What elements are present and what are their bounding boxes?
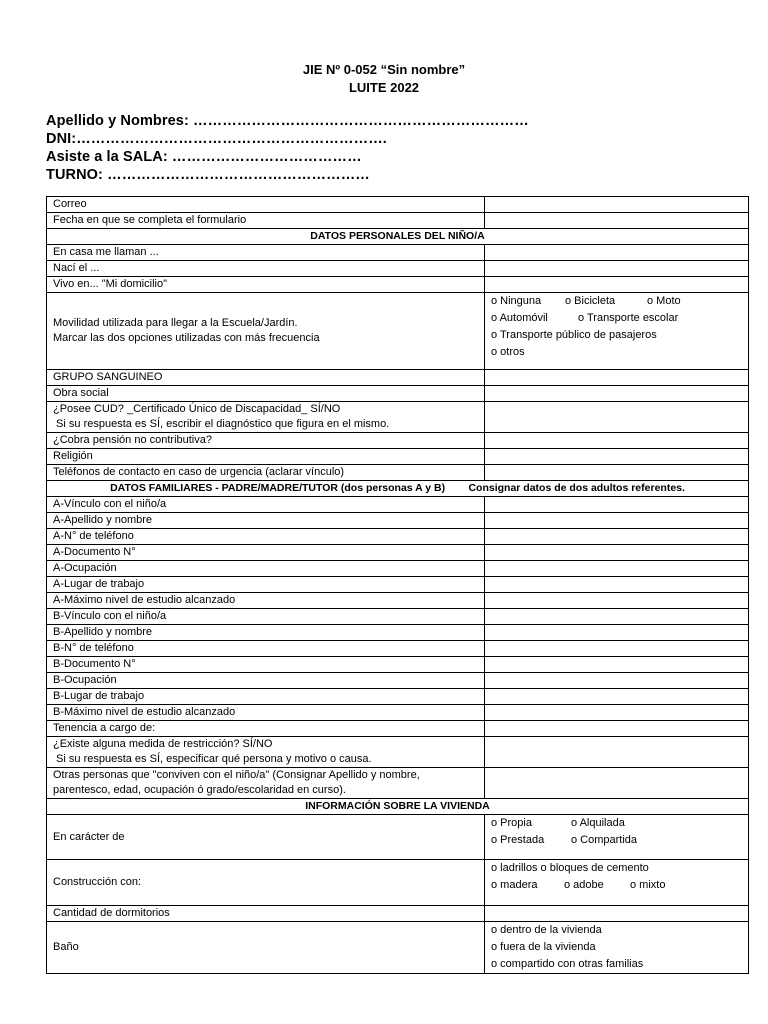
option-row	[491, 877, 742, 894]
table-row	[47, 529, 749, 545]
row-label: ¿Cobra pensión no contributiva?	[47, 433, 485, 449]
table-row	[47, 906, 749, 922]
table-row	[47, 625, 749, 641]
bano-options	[485, 922, 749, 974]
row-label: A-Documento N°	[47, 545, 485, 561]
option-adobe[interactable]: o adobe	[564, 879, 604, 891]
table-row	[47, 673, 749, 689]
row-label-cud	[47, 402, 485, 433]
option-mixto[interactable]: o mixto	[630, 879, 666, 891]
answer-cell[interactable]	[485, 497, 749, 513]
row-label: B-Apellido y nombre	[47, 625, 485, 641]
table-row	[47, 245, 749, 261]
table-row	[47, 293, 749, 370]
option-row	[491, 293, 742, 310]
answer-cell[interactable]	[485, 529, 749, 545]
cud-line-1: ¿Posee CUD? _Certificado Único de Discapacidad_ SÍ/NO	[53, 403, 341, 415]
construccion-options	[485, 860, 749, 906]
table-row	[47, 277, 749, 293]
field-dni[interactable]: DNI:……………………………………………………….	[46, 131, 387, 147]
table-row	[47, 561, 749, 577]
option-row	[491, 815, 742, 832]
table-row	[47, 213, 749, 229]
row-label: B-Máximo nivel de estudio alcanzado	[47, 705, 485, 721]
row-label-restriccion	[47, 737, 485, 768]
section-header	[47, 229, 749, 245]
option-fuera[interactable]: o fuera de la vivienda	[491, 941, 596, 953]
movilidad-options	[485, 293, 749, 370]
option-prestada[interactable]: o Prestada	[491, 834, 545, 846]
answer-cell[interactable]	[485, 906, 749, 922]
answer-cell[interactable]	[485, 449, 749, 465]
table-row	[47, 689, 749, 705]
answer-cell[interactable]	[485, 513, 749, 529]
option-alquilada[interactable]: o Alquilada	[571, 817, 625, 829]
row-label: Vivo en... "Mi domicilio"	[47, 277, 485, 293]
row-label: B-Ocupación	[47, 673, 485, 689]
row-label: Cantidad de dormitorios	[47, 906, 485, 922]
table-row	[47, 593, 749, 609]
answer-cell[interactable]	[485, 465, 749, 481]
row-label: B-Vínculo con el niño/a	[47, 609, 485, 625]
section-header	[47, 799, 749, 815]
row-label: B-Lugar de trabajo	[47, 689, 485, 705]
option-row	[491, 310, 742, 327]
answer-cell[interactable]	[485, 577, 749, 593]
section-title: DATOS FAMILIARES - PADRE/MADRE/TUTOR (dos personas A y B) Consignar datos de dos adultos referentes.	[47, 481, 749, 497]
answer-cell[interactable]	[485, 609, 749, 625]
option-row	[491, 832, 742, 849]
answer-cell[interactable]	[485, 593, 749, 609]
answer-cell[interactable]	[485, 277, 749, 293]
row-label: A-Ocupación	[47, 561, 485, 577]
row-label: A-Máximo nivel de estudio alcanzado	[47, 593, 485, 609]
field-turno[interactable]: TURNO: ………………………………………………	[46, 167, 370, 183]
row-label: Correo	[47, 197, 485, 213]
answer-cell[interactable]	[485, 641, 749, 657]
table-row	[47, 860, 749, 906]
table-row	[47, 815, 749, 860]
answer-cell[interactable]	[485, 545, 749, 561]
answer-cell[interactable]	[485, 561, 749, 577]
table-row	[47, 197, 749, 213]
option-dentro[interactable]: o dentro de la vivienda	[491, 924, 602, 936]
restriccion-line-2: Si su respuesta es SÍ, especificar qué persona y motivo o causa.	[53, 753, 372, 765]
row-label-otras-personas	[47, 768, 485, 799]
option-bicicleta[interactable]: o Bicicleta	[565, 295, 616, 307]
answer-cell[interactable]	[485, 213, 749, 229]
movilidad-line-2: Marcar las dos opciones utilizadas con más frecuencia	[53, 332, 320, 344]
answer-cell[interactable]	[485, 402, 749, 433]
movilidad-line-1: Movilidad utilizada para llegar a la Escuela/Jardín.	[53, 317, 298, 329]
form-table	[46, 196, 749, 974]
answer-cell[interactable]	[485, 625, 749, 641]
row-label: B-Documento N°	[47, 657, 485, 673]
option-propia[interactable]: o Propia	[491, 817, 532, 829]
table-row	[47, 433, 749, 449]
answer-cell[interactable]	[485, 721, 749, 737]
answer-cell[interactable]	[485, 197, 749, 213]
table-row	[47, 402, 749, 433]
otras-line-2: parentesco, edad, ocupación ó grado/escolaridad en curso).	[53, 784, 346, 796]
row-label: Religión	[47, 449, 485, 465]
table-row	[47, 497, 749, 513]
form-year: LUITE 2022	[348, 80, 420, 95]
table-row	[47, 370, 749, 386]
answer-cell[interactable]	[485, 689, 749, 705]
row-label: Tenencia a cargo de:	[47, 721, 485, 737]
answer-cell[interactable]	[485, 261, 749, 277]
otras-line-1: Otras personas que "conviven con el niño/a" (Consignar Apellido y nombre,	[53, 769, 420, 781]
table-row	[47, 657, 749, 673]
row-label: A-Lugar de trabajo	[47, 577, 485, 593]
table-row	[47, 768, 749, 799]
section-title: INFORMACIÓN SOBRE LA VIVIENDA	[47, 799, 749, 815]
row-label: A-Vínculo con el niño/a	[47, 497, 485, 513]
row-label: A-Apellido y nombre	[47, 513, 485, 529]
table-row	[47, 261, 749, 277]
table-row	[47, 922, 749, 974]
table-row	[47, 449, 749, 465]
option-transporte-escolar[interactable]: o Transporte escolar	[578, 312, 679, 324]
option-ladrillos[interactable]: o ladrillos o bloques de cemento	[491, 862, 649, 874]
row-label: Nací el ...	[47, 261, 485, 277]
row-label: Obra social	[47, 386, 485, 402]
row-label: Baño	[47, 922, 485, 974]
table-row	[47, 545, 749, 561]
cud-line-2: Si su respuesta es SÍ, escribir el diagnóstico que figura en el mismo.	[53, 418, 390, 430]
option-compartida[interactable]: o Compartida	[571, 834, 638, 846]
row-label: Teléfonos de contacto en caso de urgencia (aclarar vínculo)	[47, 465, 485, 481]
row-label: B-N° de teléfono	[47, 641, 485, 657]
answer-cell[interactable]	[485, 673, 749, 689]
option-moto[interactable]: o Moto	[647, 295, 681, 307]
table-row	[47, 465, 749, 481]
row-label: A-N° de teléfono	[47, 529, 485, 545]
answer-cell[interactable]	[485, 370, 749, 386]
caracter-options	[485, 815, 749, 860]
school-title: JIE Nº 0-052 “Sin nombre”	[302, 62, 466, 77]
option-compartido[interactable]: o compartido con otras familias	[491, 958, 644, 970]
table-row	[47, 386, 749, 402]
row-label: En carácter de	[47, 815, 485, 860]
row-label-movilidad	[47, 293, 485, 370]
row-label: GRUPO SANGUINEO	[47, 370, 485, 386]
answer-cell[interactable]	[485, 705, 749, 721]
section-title: DATOS PERSONALES DEL NIÑO/A	[47, 229, 749, 245]
table-row	[47, 577, 749, 593]
table-row	[47, 737, 749, 768]
answer-cell[interactable]	[485, 768, 749, 799]
option-ninguna[interactable]: o Ninguna	[491, 295, 542, 307]
table-row	[47, 513, 749, 529]
option-transporte-publico[interactable]: o Transporte público de pasajeros	[491, 329, 657, 341]
option-automovil[interactable]: o Automóvil	[491, 312, 548, 324]
table-row	[47, 641, 749, 657]
field-sala[interactable]: Asiste a la SALA: …………………………………	[46, 149, 362, 165]
row-label: Construcción con:	[47, 860, 485, 906]
answer-cell[interactable]	[485, 737, 749, 768]
row-label: En casa me llaman ...	[47, 245, 485, 261]
field-apellido-nombres[interactable]: Apellido y Nombres: ……………………………………………………………	[46, 113, 529, 129]
answer-cell[interactable]	[485, 386, 749, 402]
row-label: Fecha en que se completa el formulario	[47, 213, 485, 229]
answer-cell[interactable]	[485, 433, 749, 449]
answer-cell[interactable]	[485, 245, 749, 261]
table-row	[47, 705, 749, 721]
table-row	[47, 609, 749, 625]
restriccion-line-1: ¿Existe alguna medida de restricción? SÍ/NO	[53, 738, 273, 750]
section-header	[47, 481, 749, 497]
option-otros[interactable]: o otros	[491, 346, 525, 358]
table-row	[47, 721, 749, 737]
option-madera[interactable]: o madera	[491, 879, 538, 891]
answer-cell[interactable]	[485, 657, 749, 673]
